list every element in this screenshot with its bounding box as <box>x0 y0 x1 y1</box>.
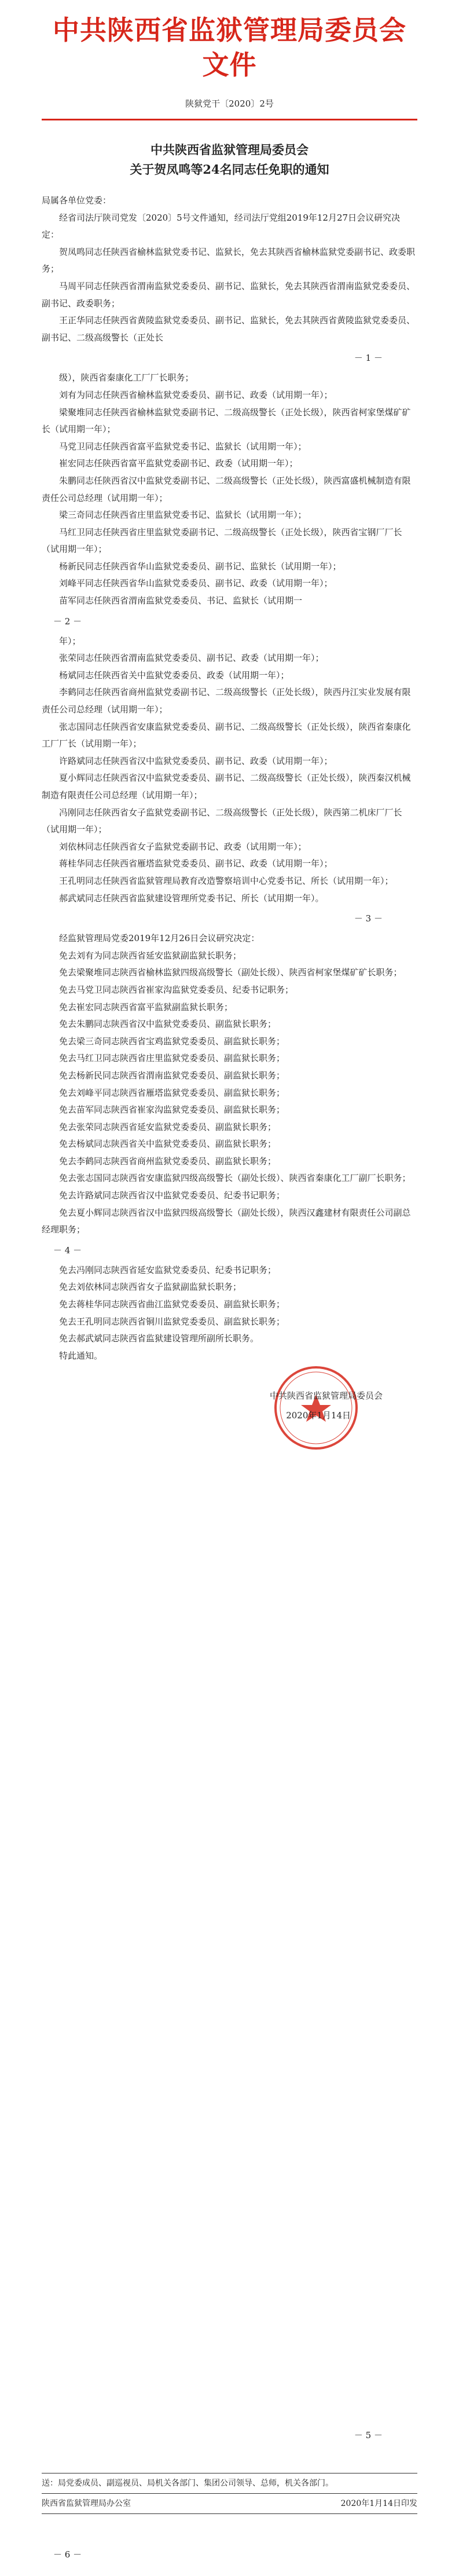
party-items-2 <box>42 369 417 609</box>
document-masthead: 中共陕西省监狱管理局委员会文件 <box>53 14 406 80</box>
appointment-item: 免去刘依林同志陕西省女子监狱副监狱长职务； <box>59 1282 242 1293</box>
appointment-item: 马周平同志任陕西省渭南监狱党委委员、副书记、监狱长，免去其陕西省渭南监狱党委委员、副书记、政委职务； <box>42 280 416 309</box>
appointment-item: 免去王孔明同志陕西省铜川监狱党委委员、副监狱长职务； <box>59 1316 285 1327</box>
footer-print-date: 2020年1月14日印发 <box>340 2499 417 2508</box>
appointment-item: 夏小辉同志任陕西省汉中监狱党委委员、副书记、二级高级警长（正处长级），陕西秦汉机械制造有限责任公司总经理（试用期一年）； <box>42 773 411 800</box>
document-title <box>42 140 417 180</box>
appointment-item: 梁聚堆同志任陕西省榆林监狱党委副书记、二级高级警长（正处长级），陕西省柯家堡煤矿矿长（试用期一年）； <box>42 407 411 435</box>
appointment-item: 刘依林同志任陕西省女子监狱党委副书记、政委（试用期一年）； <box>59 841 307 852</box>
appointment-item: 免去刘峰平同志陕西省雁塔监狱党委委员、副监狱长职务； <box>59 1087 285 1098</box>
appointment-item: 王正华同志任陕西省黄陵监狱党委委员、副书记、监狱长，免去其陕西省黄陵监狱党委委员、副书记、二级高级警长（正处长 <box>42 315 416 343</box>
page-number-2: － 2 － <box>53 616 82 627</box>
footer-cc-row <box>42 2473 417 2493</box>
page-number-5: － 5 － <box>354 2430 383 2440</box>
party-items-1 <box>42 244 417 347</box>
appointment-item: 张荣同志任陕西省渭南监狱党委委员、副书记、政委（试用期一年）； <box>59 653 324 664</box>
footer-rule-bottom <box>42 2513 417 2514</box>
document-footer <box>42 2473 417 2514</box>
appointment-item: 刘有为同志任陕西省榆林监狱党委委员、副书记、政委（试用期一年）； <box>59 389 333 400</box>
document-body <box>42 192 417 1451</box>
appointment-item: 崔宏同志任陕西省富平监狱党委副书记、政委（试用期一年）； <box>59 458 298 469</box>
appointment-item: 贺凤鸣同志任陕西省榆林监狱党委书记、监狱长，免去其陕西省榆林监狱党委副书记、政委职务； <box>42 246 416 275</box>
admin-intro: 经监狱管理局党委2019年12月26日会议研究决定： <box>59 933 260 944</box>
admin-items-1 <box>42 947 417 1239</box>
appointment-item: 免去李鹤同志陕西省商州监狱党委委员、副监狱长职务； <box>59 1155 277 1166</box>
appointment-item: 免去蒋桂华同志陕西省曲江监狱党委委员、副监狱长职务； <box>59 1299 285 1310</box>
appointment-item: 苗军同志任陕西省渭南监狱党委委员、书记、监狱长（试用期一 <box>59 595 303 606</box>
appointment-item: 免去张志国同志陕西省安康监狱四级高级警长（副处长级）、陕西省秦康化工厂副厂长职务； <box>59 1173 411 1184</box>
appointment-item: 免去张荣同志陕西省延安监狱党委委员、副监狱长职务； <box>59 1121 277 1132</box>
appointment-item: 年）； <box>59 635 81 646</box>
signature-block <box>42 1364 417 1451</box>
page-number-6: － 6 － <box>53 2549 82 2560</box>
appointment-item: 刘峰平同志任陕西省华山监狱党委委员、副书记、政委（试用期一年）； <box>59 578 333 589</box>
admin-items-2 <box>42 1262 417 1348</box>
issue-date: 2020年1月14日 <box>286 1410 351 1421</box>
appointment-item: 朱鹏同志任陕西省汉中监狱党委副书记、二级高级警长（正处长级），陕西富盛机械制造有限责任公司总经理（试用期一年）； <box>42 475 411 503</box>
party-items-3 <box>42 633 417 908</box>
salutation: 局属各单位党委： <box>42 195 112 206</box>
appointment-item: 李鹤同志任陕西省商州监狱党委副书记、二级高级警长（正处长级），陕西丹江实业发展有限责任公司总经理（试用期一年）； <box>42 687 411 715</box>
appointment-item: 免去夏小辉同志陕西省汉中监狱四级高级警长（副处长级），陕西汉鑫建材有限责任公司副总经理职务； <box>42 1207 411 1235</box>
footer-office-row <box>42 2494 417 2513</box>
appointment-item: 免去梁三奇同志陕西省宝鸡监狱党委委员、副监狱长职务； <box>59 1035 285 1046</box>
appointment-item: 免去崔宏同志陕西省富平监狱副监狱长职务； <box>59 1001 233 1012</box>
appointment-item: 免去马党卫同志陕西省崔家沟监狱党委委员、纪委书记职务； <box>59 984 294 995</box>
appointment-item: 郝武斌同志任陕西省监狱建设管理所党委书记、所长（试用期一年）。 <box>59 892 324 903</box>
appointment-item: 杨斌同志任陕西省关中监狱党委委员、政委（试用期一年）； <box>59 669 289 680</box>
appointment-item: 蒋桂华同志任陕西省雁塔监狱党委委员、副书记、政委（试用期一年）； <box>59 858 333 869</box>
appointment-item: 免去苗军同志陕西省崔家沟监狱党委委员、副监狱长职务； <box>59 1104 285 1115</box>
appointment-item: 马红卫同志任陕西省庄里监狱党委副书记、二级高级警长（正处长级），陕西省宝钢厂厂长（试用期一年）； <box>42 526 402 555</box>
page-number-4: － 4 － <box>53 1245 82 1256</box>
appointment-item: 免去郝武斌同志陕西省监狱建设管理所副所长职务。 <box>59 1333 259 1344</box>
issuer-name: 中共陕西省监狱管理局委员会 <box>269 1391 383 1402</box>
appointment-item: 免去冯刚同志陕西省延安监狱党委委员、纪委书记职务； <box>59 1264 277 1275</box>
appointment-item: 免去朱鹏同志陕西省汉中监狱党委委员、副监狱长职务； <box>59 1019 277 1030</box>
footer-cc: 送：局党委成员、副巡视员、局机关各部门、集团公司领导、总师，机关各部门。 <box>42 2479 333 2488</box>
appointment-item: 许路斌同志任陕西省汉中监狱党委委员、副书记、政委（试用期一年）； <box>59 755 333 766</box>
appointment-item: 免去杨斌同志陕西省关中监狱党委委员、副监狱长职务； <box>59 1139 277 1150</box>
page-number-3: － 3 － <box>354 913 383 924</box>
appointment-item: 级），陕西省秦康化工厂厂长职务； <box>59 372 194 383</box>
appointment-item: 免去刘有为同志陕西省延安监狱副监狱长职务； <box>59 950 242 961</box>
appointment-item: 冯刚同志任陕西省女子监狱党委副书记、二级高级警长（正处长级），陕西第二机床厂厂长（试用期一年）； <box>42 807 402 835</box>
appointment-item: 免去马红卫同志陕西省庄里监狱党委委员、副监狱长职务； <box>59 1053 285 1064</box>
intro-paragraph: 经省司法厅陕司党发〔2020〕5号文件通知，经司法厅党组2019年12月27日会议研究决定： <box>42 212 401 240</box>
footer-office: 陕西省监狱管理局办公室 <box>42 2499 131 2508</box>
appointment-item: 免去梁聚堆同志陕西省榆林监狱四级高级警长（副处长级）、陕西省柯家堡煤矿矿长职务； <box>59 967 402 978</box>
title-line-1: 中共陕西省监狱管理局委员会 <box>150 142 309 157</box>
page-number-1: － 1 － <box>354 353 383 364</box>
red-divider <box>42 119 417 120</box>
appointment-item: 张志国同志任陕西省安康监狱党委委员、副书记、二级高级警长（正处长级），陕西省秦康化工厂厂长（试用期一年）； <box>42 721 411 749</box>
appointment-item: 免去杨新民同志陕西省渭南监狱党委委员、副监狱长职务； <box>59 1070 285 1081</box>
appointment-item: 杨新民同志任陕西省华山监狱党委委员、副书记、监狱长（试用期一年）； <box>59 561 342 572</box>
appointment-item: 免去许路斌同志陕西省汉中监狱党委委员、纪委书记职务； <box>59 1190 285 1201</box>
closing-text: 特此通知。 <box>59 1350 103 1361</box>
appointment-item: 王孔明同志任陕西省监狱管理局教育改造警察培训中心党委书记、所长（试用期一年）； <box>59 875 394 886</box>
document-number: 陕狱党干〔2020〕2号 <box>185 98 274 109</box>
appointment-item: 梁三奇同志任陕西省庄里监狱党委书记、监狱长（试用期一年）； <box>59 510 307 521</box>
title-line-2: 关于贺凤鸣等24名同志任免职的通知 <box>130 162 329 177</box>
appointment-item: 马党卫同志任陕西省富平监狱党委书记、监狱长（试用期一年）； <box>59 441 307 452</box>
